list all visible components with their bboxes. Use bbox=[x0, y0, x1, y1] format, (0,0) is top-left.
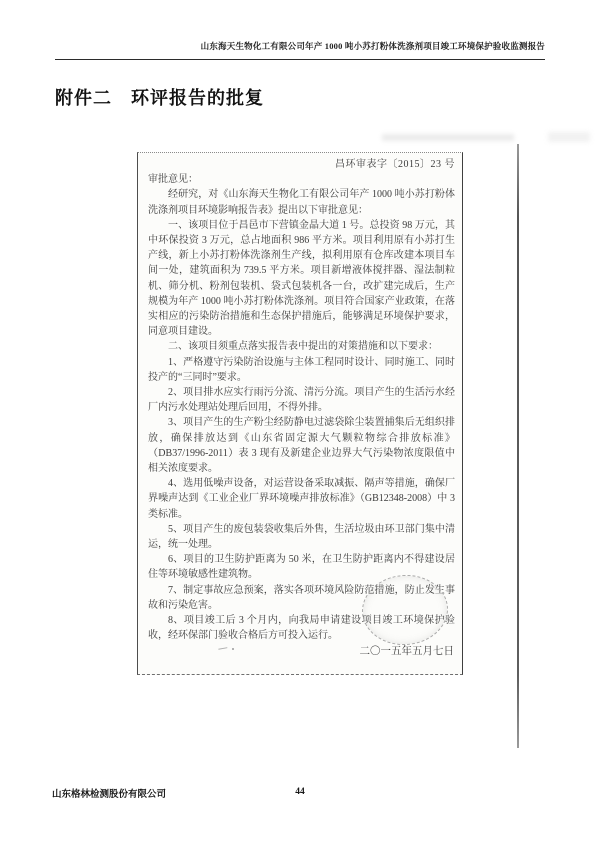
scan-smudge bbox=[382, 134, 514, 141]
header-rule bbox=[55, 59, 545, 60]
approval-date: 二〇一五年五月七日 bbox=[359, 645, 454, 657]
approval-paragraph: 1、严格遵守污染防治设施与主体工程同时设计、同时施工、同时投产的“三同时”要求。 bbox=[148, 356, 455, 383]
approval-paragraph: 一、该项目位于昌邑市下营镇金晶大道 1 号。总投资 98 万元，其中环保投资 3 万元，总占地面积 986 平方米。项目利用原有小苏打生产线，新上小苏打粉体洗涤剂生产线，拟利用原有仓库改建本项目车间一处，建筑面积为 739.5 平方米。项目新增液体搅拌器、湿法制粒机、筛分机、粉剂包装机、袋式包装机各一台，改扩建完成后，生产规模为年产 1000 吨小苏打粉体洗涤剂。项目符合国家产业政策，在落实相应的污染防治措施和生态保护措施后，能够满足环境保护要求，同意项目建设。 bbox=[148, 219, 455, 338]
scanned-approval-letter bbox=[120, 128, 590, 778]
approval-paragraph: 3、项目产生的生产粉尘经防静电过滤袋除尘装置捕集后无组织排放，确保排放达到《山东省固定源大气颗粒物综合排放标准》（DB37/1996-2011）表 3 现有及新建企业边界大气污染物浓度限值中相关浓度要求。 bbox=[148, 417, 455, 475]
scan-smudge bbox=[548, 132, 590, 142]
approval-paragraph: 5、项目产生的废包装袋收集后外售，生活垃圾由环卫部门集中清运，统一处理。 bbox=[148, 523, 455, 551]
page-footer bbox=[0, 786, 600, 802]
approval-paragraph: 经研究，对《山东海天生物化工有限公司年产 1000 吨小苏打粉体洗涤剂项目环境影响报告表》提出以下审批意见： bbox=[148, 189, 455, 216]
salutation: 审批意见： bbox=[148, 174, 198, 186]
attachment-title: 附件二 环评报告的批复 bbox=[55, 88, 264, 108]
approval-paragraph: 8、项目竣工后 3 个月内，向我局申请建设项目竣工环境保护验收，经环保部门验收合格后方可投入运行。 bbox=[148, 615, 455, 642]
approval-paragraph: 二、该项目须重点落实报告表中提出的对策措施和以下要求： bbox=[168, 341, 438, 353]
footer-company: 山东格林检测股份有限公司 bbox=[52, 790, 167, 800]
report-header-title: 山东海天生物化工有限公司年产 1000 吨小苏打粉体洗涤剂项目竣工环境保护验收监测报告 bbox=[200, 41, 545, 51]
approval-paragraph: 6、项目的卫生防护距离为 50 米，在卫生防护距离内不得建设居住等环境敏感性建筑物。 bbox=[148, 554, 455, 581]
document-number: 昌环审表字〔2015〕23 号 bbox=[335, 159, 455, 170]
approval-paragraph: 4、选用低噪声设备，对运营设备采取减振、隔声等措施，确保厂界噪声达到《工业企业厂界环境噪声排放标准》（GB12348-2008）中 3 类标准。 bbox=[148, 478, 455, 520]
approval-paragraph: 2、项目排水应实行雨污分流、清污分流。项目产生的生活污水经厂内污水处理站处理后回用，不得外排。 bbox=[148, 387, 455, 414]
page-number: 44 bbox=[295, 787, 305, 797]
scan-page-edge-line bbox=[517, 144, 519, 748]
approval-paragraph: 7、制定事故应急预案，落实各项环境风险防范措施，防止发生事故和污染危害。 bbox=[148, 584, 455, 611]
